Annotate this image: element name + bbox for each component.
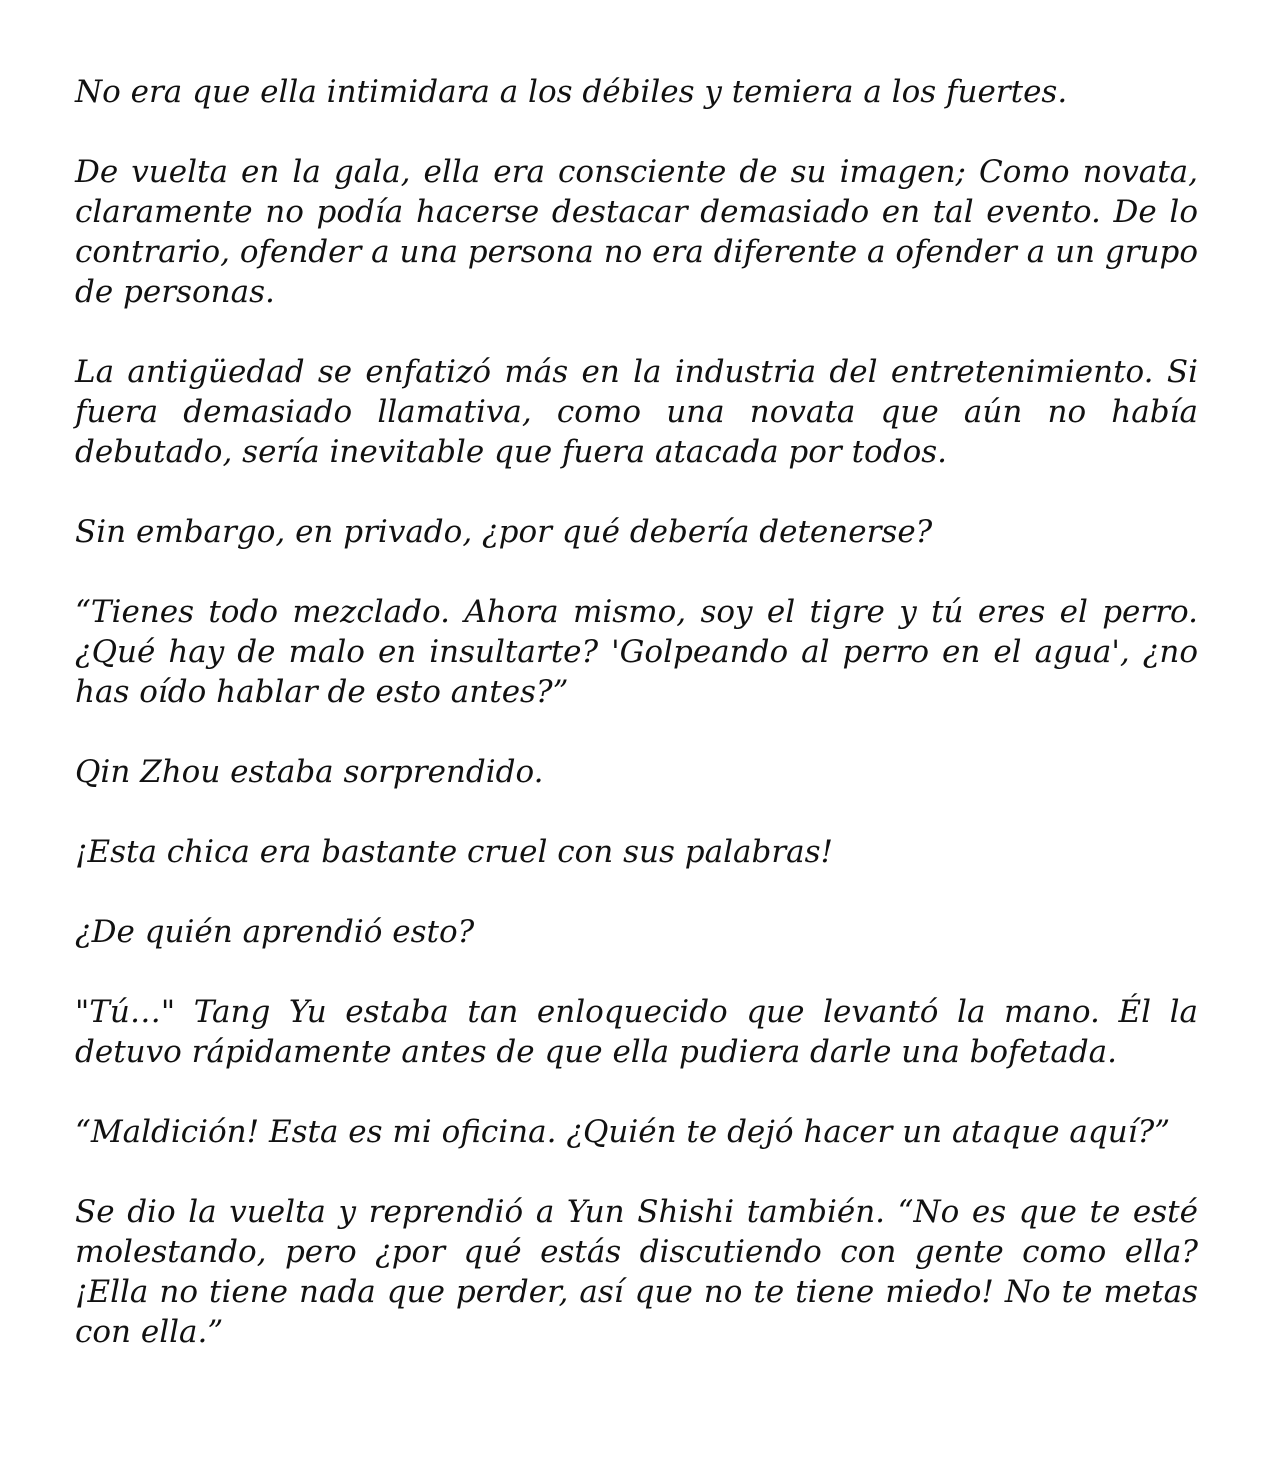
paragraph: “Maldición! Esta es mi oficina. ¿Quién te dejó hacer un ataque aquí?” <box>75 1114 1171 1150</box>
paragraph: Qin Zhou estaba sorprendido. <box>75 754 544 790</box>
paragraph: Se dio la vuelta y reprendió a Yun Shishi también. “No es que te esté molestando, pero ¿por qué estás discutiendo con gente como ella? ¡Ella no tiene nada que perder, así que no te tiene miedo! No te metas con ella.” <box>75 1194 1198 1350</box>
paragraph: ¡Esta chica era bastante cruel con sus palabras! <box>75 834 834 870</box>
paragraph: “Tienes todo mezclado. Ahora mismo, soy el tigre y tú eres el perro. ¿Qué hay de malo en insultarte? 'Golpeando al perro en el agua', ¿no has oído hablar de esto antes?” <box>75 594 1198 710</box>
paragraph: La antigüedad se enfatizó más en la industria del entretenimiento. Si fuera demasiado llamativa, como una novata que aún no había debutado, sería inevitable que fuera atacada por todos. <box>75 354 1198 470</box>
paragraph: Sin embargo, en privado, ¿por qué debería detenerse? <box>75 514 933 550</box>
document-page <box>75 72 1198 1352</box>
paragraph: "Tú…" Tang Yu estaba tan enloquecido que levantó la mano. Él la detuvo rápidamente antes de que ella pudiera darle una bofetada. <box>75 994 1198 1070</box>
paragraph: De vuelta en la gala, ella era consciente de su imagen; Como novata, claramente no podía hacerse destacar demasiado en tal evento. De lo contrario, ofender a una persona no era diferente a ofender a un grupo de personas. <box>75 154 1198 310</box>
paragraph: No era que ella intimidara a los débiles y temiera a los fuertes. <box>75 74 1068 110</box>
paragraph: ¿De quién aprendió esto? <box>75 914 475 950</box>
